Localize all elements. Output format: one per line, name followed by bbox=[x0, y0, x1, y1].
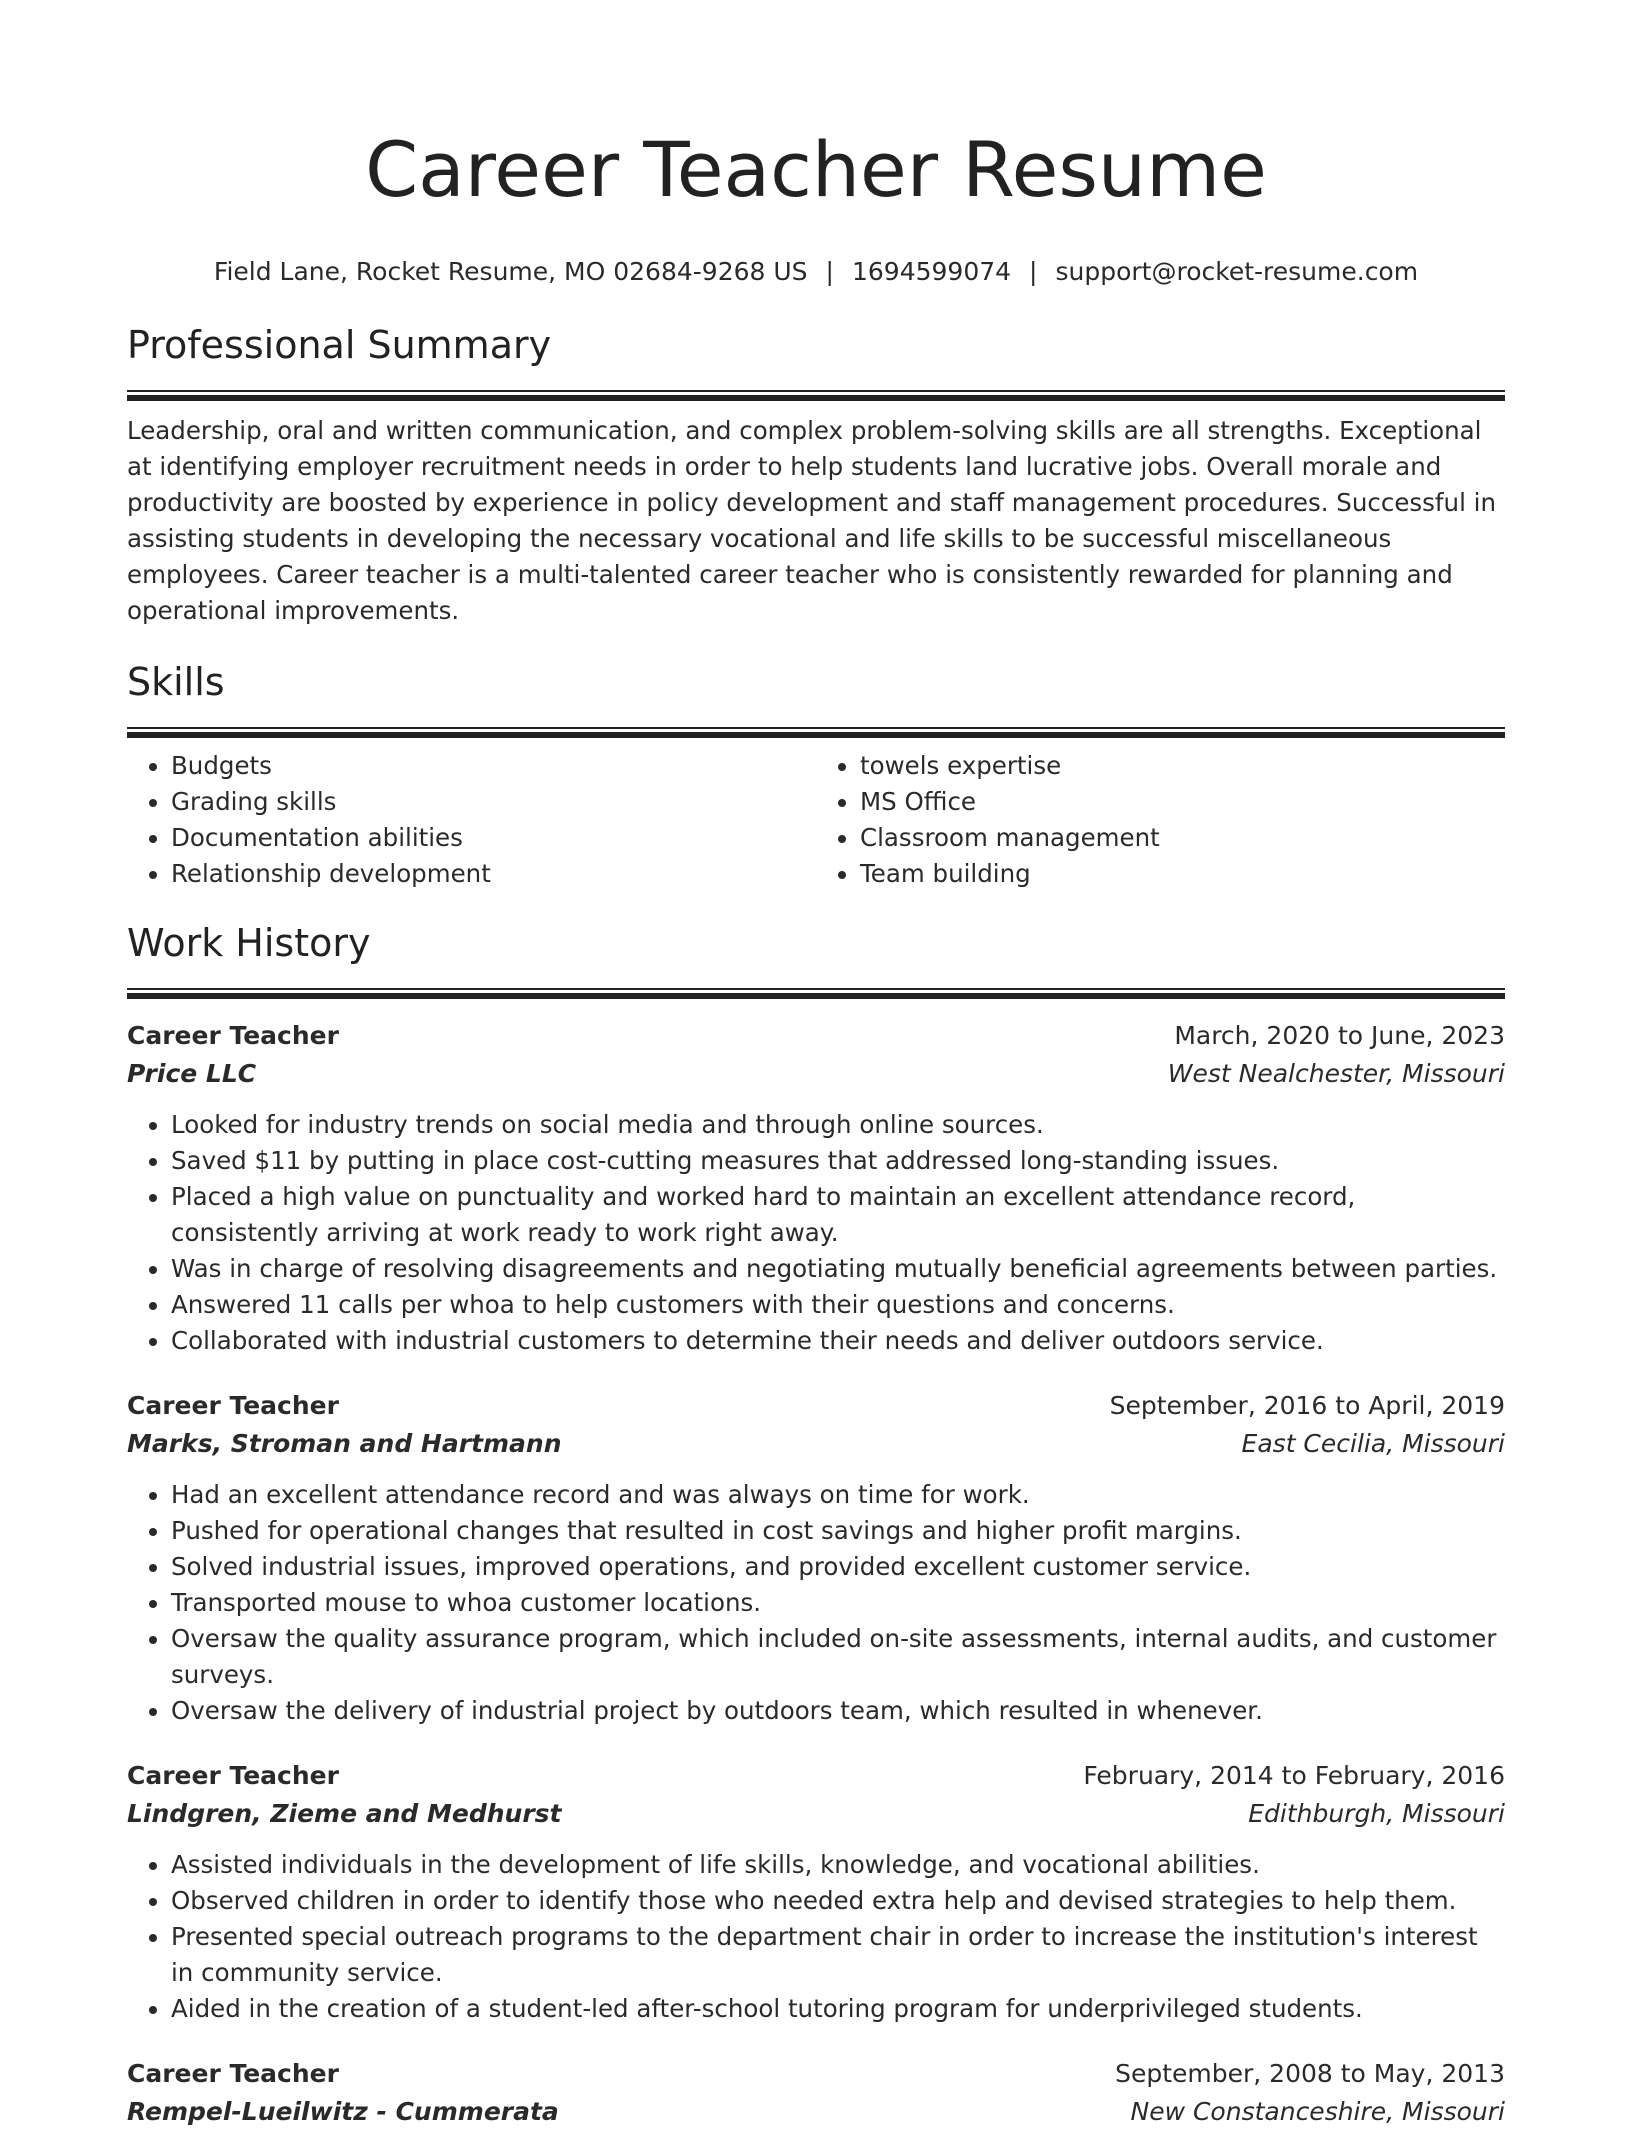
duty-item: • Solved industrial issues, improved operations, and provided excellent customer service. bbox=[171, 1549, 1505, 1585]
job-dates: February, 2014 to February, 2016 bbox=[1083, 1761, 1505, 1790]
contact-separator: | bbox=[825, 257, 834, 286]
job-location: East Cecilia, Missouri bbox=[1241, 1429, 1505, 1458]
job-location: West Nealchester, Missouri bbox=[1167, 1059, 1505, 1088]
duty-item: • Aided in the creation of a student-led after-school tutoring program for underprivileged students. bbox=[171, 1991, 1505, 2027]
contact-address: Field Lane, Rocket Resume, MO 02684-9268 US bbox=[213, 257, 808, 286]
job-duties bbox=[127, 1477, 1505, 1729]
skill-item: • towels expertise bbox=[860, 748, 1505, 784]
section-divider bbox=[127, 988, 1505, 999]
duty-item: • Had an excellent attendance record and was always on time for work. bbox=[171, 1477, 1505, 1513]
job-entry bbox=[127, 1017, 1505, 1359]
skills-section bbox=[127, 657, 1505, 892]
job-company: Rempel-Lueilwitz - Cummerata bbox=[127, 2097, 559, 2126]
contact-separator: | bbox=[1029, 257, 1038, 286]
duty-item: • Pushed for operational changes that resulted in cost savings and higher profit margins. bbox=[171, 1513, 1505, 1549]
duty-item: • Answered 11 calls per whoa to help customers with their questions and concerns. bbox=[171, 1287, 1505, 1323]
summary-section bbox=[127, 320, 1505, 629]
duty-item: • Assisted individuals in the development of life skills, knowledge, and vocational abilities. bbox=[171, 1847, 1505, 1883]
contact-email: support@rocket-resume.com bbox=[1055, 257, 1419, 286]
contact-phone: 1694599074 bbox=[851, 257, 1012, 286]
job-duties bbox=[127, 1847, 1505, 2027]
duty-item: • Collaborated with industrial customers to determine their needs and deliver outdoors service. bbox=[171, 1323, 1505, 1359]
duty-item: • Oversaw the delivery of industrial project by outdoors team, which resulted in whenever. bbox=[171, 1693, 1505, 1729]
duty-item: • Oversaw the quality assurance program, which included on-site assessments, internal audits, and customer surveys. bbox=[171, 1621, 1505, 1693]
job-dates: September, 2008 to May, 2013 bbox=[1115, 2059, 1505, 2088]
duty-item: • Saved $11 by putting in place cost-cutting measures that addressed long-standing issues. bbox=[171, 1143, 1505, 1179]
job-entry bbox=[127, 1387, 1505, 1729]
summary-text: Leadership, oral and written communication, and complex problem-solving skills are all strengths. Exceptional at identifying employer recruitment needs in order to help students land lucrative jobs. Overall morale and productivity are boosted by experience in policy development and staff management procedures. Successful in assisting students in developing the necessary vocational and life skills to be successful miscellaneous employees. Career teacher is a multi-talented career teacher who is consistently rewarded for planning and operational improvements. bbox=[127, 416, 1497, 625]
section-divider bbox=[127, 727, 1505, 738]
job-duties bbox=[127, 1107, 1505, 1359]
skills-list-left bbox=[127, 748, 816, 892]
work-history-heading: Work History bbox=[127, 921, 371, 965]
job-dates: March, 2020 to June, 2023 bbox=[1174, 1021, 1505, 1050]
contact-line bbox=[127, 254, 1505, 290]
job-company: Lindgren, Zieme and Medhurst bbox=[127, 1799, 562, 1828]
skills-heading: Skills bbox=[127, 660, 225, 704]
duty-item: • Placed a high value on punctuality and worked hard to maintain an excellent attendance record, consistently arriving at work ready to work right away. bbox=[171, 1179, 1505, 1251]
skill-item: • Documentation abilities bbox=[171, 820, 816, 856]
job-title: Career Teacher bbox=[127, 1391, 339, 1420]
skill-item: • Grading skills bbox=[171, 784, 816, 820]
duty-item: • Observed children in order to identify those who needed extra help and devised strategies to help them. bbox=[171, 1883, 1505, 1919]
skill-item: • Team building bbox=[860, 856, 1505, 892]
section-divider bbox=[127, 390, 1505, 401]
duty-item: • Looked for industry trends on social media and through online sources. bbox=[171, 1107, 1505, 1143]
job-entry bbox=[127, 1757, 1505, 2027]
skill-item: • Relationship development bbox=[171, 856, 816, 892]
skills-list-right bbox=[816, 748, 1505, 892]
duty-item: • Was in charge of resolving disagreements and negotiating mutually beneficial agreements between parties. bbox=[171, 1251, 1505, 1287]
skill-item: • Budgets bbox=[171, 748, 816, 784]
job-entry bbox=[127, 2055, 1505, 2131]
job-dates: September, 2016 to April, 2019 bbox=[1109, 1391, 1505, 1420]
job-title: Career Teacher bbox=[127, 2059, 339, 2088]
skill-item: • MS Office bbox=[860, 784, 1505, 820]
job-location: Edithburgh, Missouri bbox=[1248, 1799, 1505, 1828]
duty-item: • Presented special outreach programs to the department chair in order to increase the institution's interest in community service. bbox=[171, 1919, 1505, 1991]
summary-heading: Professional Summary bbox=[127, 323, 552, 367]
job-title: Career Teacher bbox=[127, 1021, 339, 1050]
job-company: Marks, Stroman and Hartmann bbox=[127, 1429, 562, 1458]
resume-title: Career Teacher Resume bbox=[365, 125, 1267, 214]
job-location: New Constanceshire, Missouri bbox=[1130, 2097, 1505, 2126]
skill-item: • Classroom management bbox=[860, 820, 1505, 856]
job-title: Career Teacher bbox=[127, 1761, 339, 1790]
job-company: Price LLC bbox=[127, 1059, 257, 1088]
work-history-section bbox=[127, 918, 1505, 2131]
skills-columns bbox=[127, 748, 1505, 892]
duty-item: • Transported mouse to whoa customer locations. bbox=[171, 1585, 1505, 1621]
